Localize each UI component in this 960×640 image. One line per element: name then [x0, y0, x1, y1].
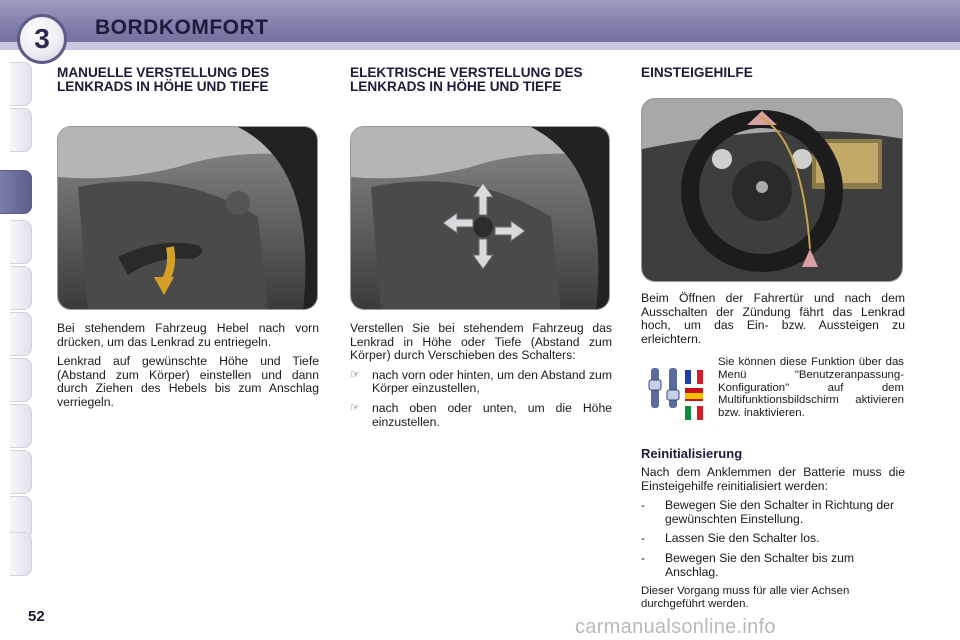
chapter-tab[interactable] [10, 312, 32, 356]
steering-wheel-illustration [642, 99, 903, 282]
hand-pointer-icon: ☞ [350, 401, 360, 414]
chapter-badge: 3 [17, 14, 67, 64]
paragraph: Beim Öffnen der Fahrertür und nach dem Ausschalten der Zündung fährt das Lenkrad hoch, um das Ein- bzw. Aussteigen zu erleichtern. [641, 291, 905, 346]
page-number: 52 [28, 608, 45, 625]
list-item: ☞ nach oben oder unten, um die Höhe einzustellen. [350, 400, 612, 429]
paragraph: Verstellen Sie bei stehendem Fahrzeug das Lenkrad in Höhe oder Tiefe (Abstand zum Körper) durch Verschieben des Schalters: [350, 321, 612, 363]
chapter-tab[interactable] [10, 220, 32, 264]
chapter-tab[interactable] [10, 404, 32, 448]
watermark: carmanualsonline.info [575, 616, 776, 638]
footer-note: Dieser Vorgang muss für alle vier Achsen durchgeführt werden. [641, 585, 850, 610]
column-entry-aid-text [641, 292, 905, 346]
list-item: - Bewegen Sie den Schalter bis zum Anschlag. [641, 550, 855, 579]
paragraph: Lenkrad auf gewünschte Höhe und Tiefe (Abstand zum Körper) einstellen und dann durch Ziehen des Hebels bis zum Anschlag verriegeln. [57, 354, 319, 409]
chapter-tabs [0, 62, 34, 577]
chapter-tab-active[interactable] [0, 170, 32, 214]
section-heading-electric: ELEKTRISCHE VERSTELLUNG DES LENKRADS IN HÖHE UND TIEFE [350, 65, 583, 94]
hand-pointer-icon: ☞ [350, 368, 360, 381]
steps-list [641, 499, 905, 579]
steering-switch-illustration [351, 127, 610, 310]
chapter-tab[interactable] [10, 450, 32, 494]
note-box [718, 356, 904, 420]
paragraph: Bei stehendem Fahrzeug Hebel nach vorn drücken, um das Lenkrad zu entriegeln. [57, 321, 319, 349]
header-underline [0, 42, 960, 50]
chapter-tab[interactable] [10, 266, 32, 310]
chapter-tab[interactable] [10, 62, 32, 106]
slider-flags-icon [641, 362, 713, 428]
column-electric-text [350, 322, 612, 435]
column-electric [350, 66, 612, 94]
list-item: ☞ nach vorn oder hinten, um den Abstand zum Körper einzustellen, [350, 367, 612, 396]
list-item: - Lassen Sie den Schalter los. [641, 531, 820, 546]
sub-heading: Reinitialisierung [641, 446, 743, 461]
chapter-tab[interactable] [10, 532, 32, 576]
column-manual-text [57, 322, 319, 410]
chapter-tab[interactable] [10, 358, 32, 402]
note-text: Sie können diese Funktion über das Menü "Benutzeranpassung-Konfiguration" auf dem Multifunktionsbildschirm aktivieren bzw. inaktivieren. [718, 356, 904, 420]
column-entry-aid [641, 66, 905, 80]
photo-electric-switch [350, 126, 610, 310]
section-heading-manual: MANUELLE VERSTELLUNG DES LENKRADS IN HÖHE UND TIEFE [57, 65, 270, 94]
column-manual [57, 66, 319, 94]
paragraph: Nach dem Anklemmen der Batterie muss die Einsteigehilfe reinitialisiert werden: [641, 465, 905, 493]
section-heading-entry-aid: EINSTEIGEHILFE [641, 65, 753, 80]
bullet-list [350, 369, 612, 429]
reinit-section [641, 446, 905, 611]
page-title: BORDKOMFORT [95, 16, 269, 39]
chapter-tab[interactable] [10, 108, 32, 152]
steering-lever-illustration [58, 127, 318, 310]
settings-icon-box [641, 362, 713, 428]
photo-steering-wheel [641, 98, 903, 282]
photo-manual-lever [57, 126, 318, 310]
list-item: - Bewegen Sie den Schalter in Richtung der gewünschten Einstellung. [641, 498, 894, 526]
